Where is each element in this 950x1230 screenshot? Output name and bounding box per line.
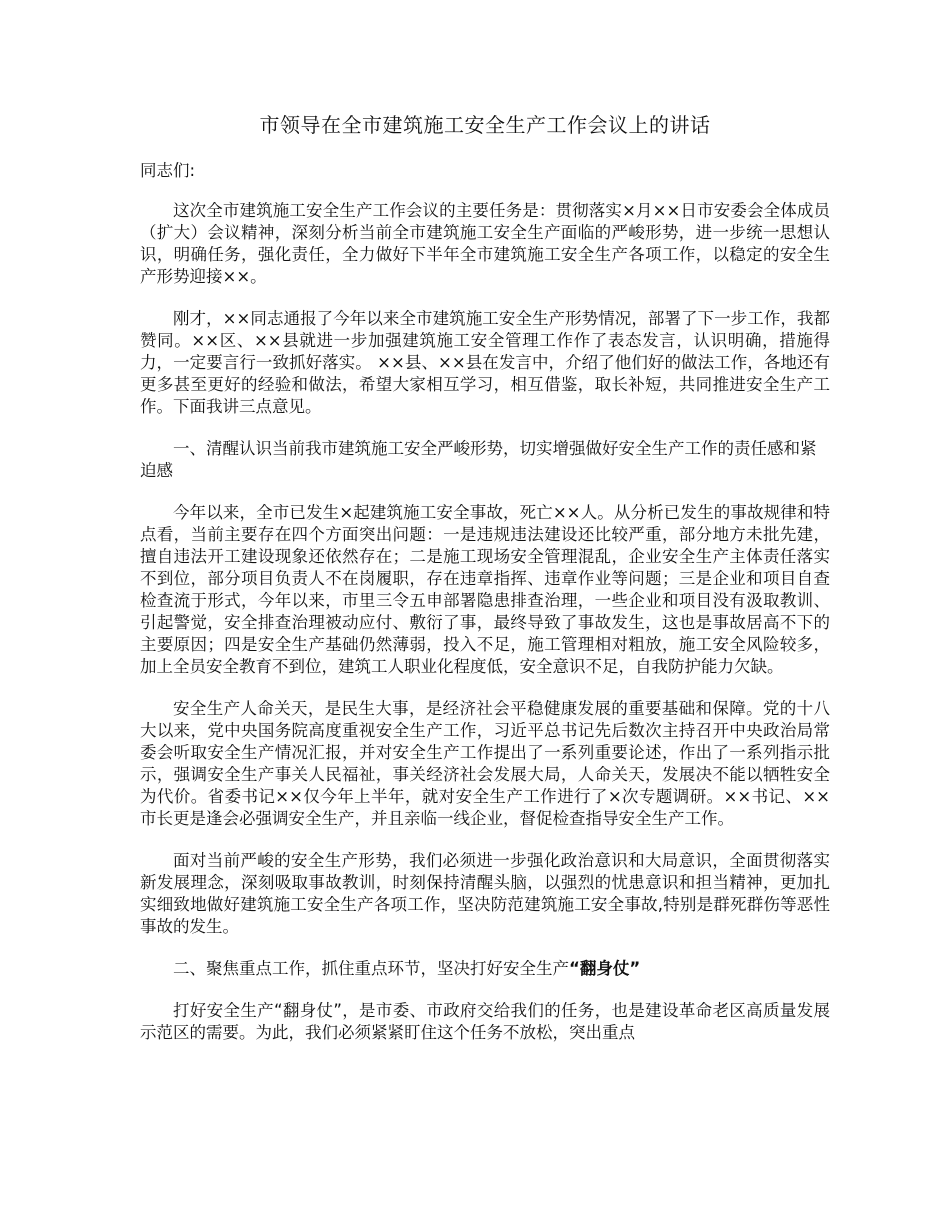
paragraph-turnaround-battle: 打好安全生产“翻身仗”，是市委、市政府交给我们的任务，也是建设革命老区高质量发展示范区的需要。为此，我们必须紧紧盯住这个任务不放松，突出重点: [140, 1001, 830, 1042]
document-page: [140, 110, 830, 1064]
paragraph-intro: 这次全市建筑施工安全生产工作会议的主要任务是：贯彻落实×月××日市安委会全体成员（扩大）会议精神，深刻分析当前全市建筑施工安全生产面临的严峻形势，进一步统一思想认识，明确任务，强化责任，全力做好下半年全市建筑施工安全生产各项工作，以稳定的安全生产形势迎接××。: [140, 201, 830, 286]
paragraph-opening-remarks: 刚才，××同志通报了今年以来全市建筑施工安全生产形势情况，部署了下一步工作，我都赞同。××区、××县就进一步加强建筑施工安全管理工作作了表态发言，认识明确，措施得力，一定要言行一致抓好落实。 ××县、××县在发言中，介绍了他们好的做法工作，各地还有更多甚至更好的经验和做法，希望大家相互学习，相互借鉴，取长补短，共同推进安全生产工作。下面我讲三点意见。: [140, 309, 830, 416]
section-1-heading: 一、清醒认识当前我市建筑施工安全严峻形势，切实增强做好安全生产工作的责任感和紧迫感: [140, 439, 817, 480]
section-2-heading: [140, 958, 830, 980]
paragraph-accident-analysis: 今年以来，全市已发生×起建筑施工安全事故，死亡××人。从分析已发生的事故规律和特点看，当前主要存在四个方面突出问题：一是违规违法建设还比较严重，部分地方未批先建，擅自违法开工建设现象还依然存在；二是施工现场安全管理混乱，企业安全生产主体责任落实不到位，部分项目负责人不在岗履职，存在违章指挥、违章作业等问题；三是企业和项目自查检查流于形式，今年以来，市里三令五申部署隐患排查治理，一些企业和项目没有汲取教训、引起警觉，安全排查治理被动应付、敷衍了事，最终导致了事故发生，这也是事故居高不下的主要原因；四是安全生产基础仍然薄弱，投入不足，施工管理相对粗放，施工安全风险较多，加上全员安全教育不到位，建筑工人职业化程度低，安全意识不足，自我防护能力欠缺。: [140, 503, 830, 676]
paragraph-call-to-action: 面对当前严峻的安全生产形势，我们必须进一步强化政治意识和大局意识，全面贯彻落实新发展理念，深刻吸取事故教训，时刻保持清醒头脑，以强烈的忧患意识和担当精神，更加扎实细致地做好建筑施工安全生产各项工作，坚决防范建筑施工安全事故,特别是群死群伤等恶性事故的发生。: [140, 851, 830, 936]
section-2-heading-quote: “翻身仗”: [569, 959, 641, 978]
document-title: 市领导在全市建筑施工安全生产工作会议上的讲话: [259, 113, 711, 137]
paragraph-safety-importance: 安全生产人命关天，是民生大事，是经济社会平稳健康发展的重要基础和保障。党的十八大以来，党中央国务院高度重视安全生产工作，习近平总书记先后数次主持召开中央政治局常委会听取安全生产情况汇报，并对安全生产工作提出了一系列重要论述，作出了一系列指示批示，强调安全生产事关人民福祉，事关经济社会发展大局，人命关天，发展决不能以牺牲安全为代价。省委书记××仅今年上半年，就对安全生产工作进行了×次专题调研。××书记、××市长更是逢会必强调安全生产，并且亲临一线企业，督促检查指导安全生产工作。: [140, 699, 830, 828]
salutation: 同志们:: [140, 161, 196, 180]
section-2-heading-text: 二、聚焦重点工作，抓住重点环节，坚决打好安全生产: [173, 959, 569, 978]
